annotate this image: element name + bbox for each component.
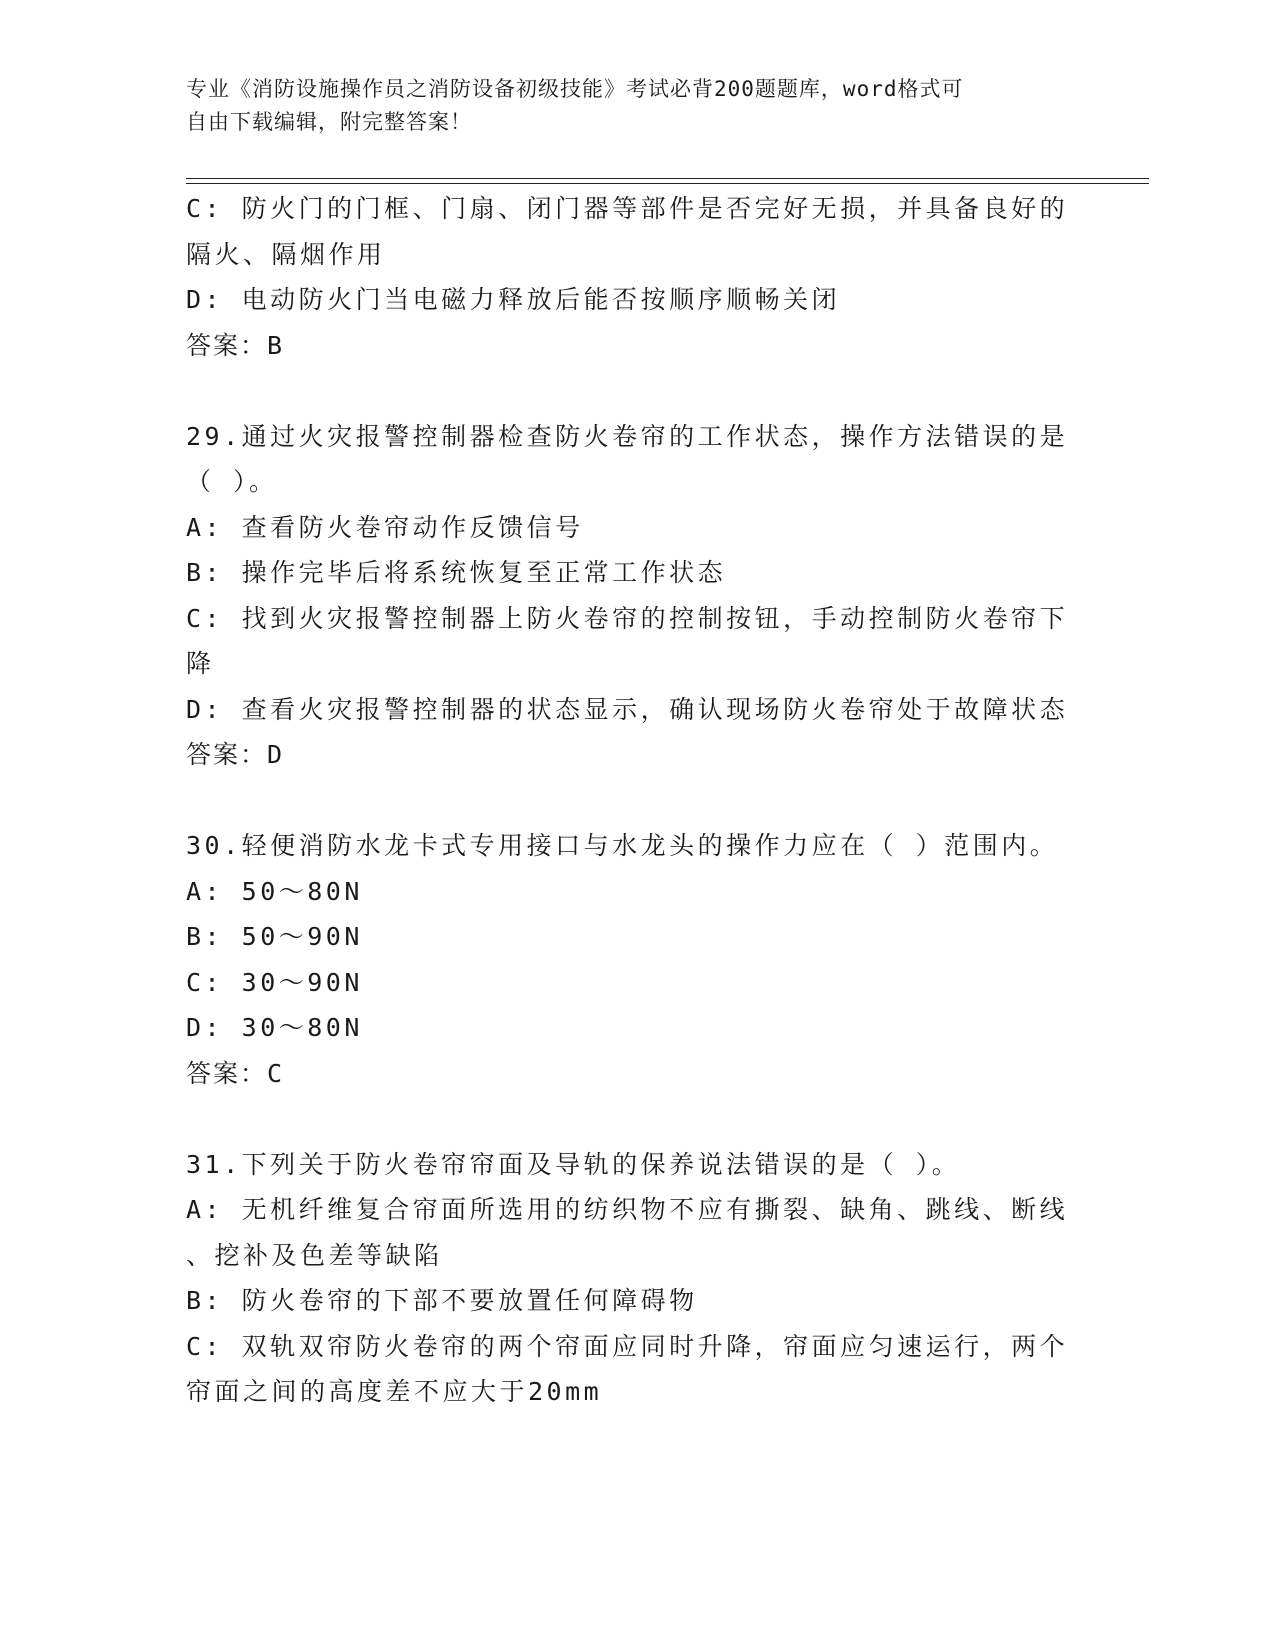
document-body	[186, 186, 1076, 1415]
option-line: 帘面之间的高度差不应大于20mm	[186, 1377, 603, 1406]
question-text: （ ）。	[186, 467, 278, 496]
option-line: C: 找到火灾报警控制器上防火卷帘的控制按钮，手动控制防火卷帘下	[186, 603, 1069, 633]
option-line: A: 无机纤维复合帘面所选用的纺织物不应有撕裂、缺角、跳线、断线	[186, 1195, 1069, 1224]
header-rule-top	[186, 178, 1149, 179]
question-block-28	[186, 186, 1076, 368]
header-rule-bottom	[186, 183, 1149, 184]
option-line: B: 操作完毕后将系统恢复至正常工作状态	[186, 558, 727, 587]
option-line: 降	[186, 649, 215, 678]
answer-line: 答案：D	[186, 740, 285, 769]
option-line: C: 双轨双帘防火卷帘的两个帘面应同时升降，帘面应匀速运行，两个	[186, 1331, 1069, 1361]
header-title-line-1: 专业《消防设施操作员之消防设备初级技能》考试必背200题题库，word格式可	[186, 77, 964, 101]
header-title-line-2: 自由下载编辑，附完整答案！	[186, 110, 472, 134]
question-text: 31.下列关于防火卷帘帘面及导轨的保养说法错误的是（ ）。	[186, 1149, 961, 1179]
option-line: D: 查看火灾报警控制器的状态显示，确认现场防火卷帘处于故障状态	[186, 694, 1069, 724]
spacer	[186, 368, 1076, 414]
question-block-30	[186, 823, 1076, 1096]
option-line: 、挖补及色差等缺陷	[186, 1240, 443, 1270]
option-line: A: 50～80N	[186, 876, 363, 906]
spacer	[186, 1096, 1076, 1142]
option-line: C: 防火门的门框、门扇、闭门器等部件是否完好无损，并具备良好的	[186, 194, 1069, 223]
document-header	[186, 73, 1066, 139]
option-line: 隔火、隔烟作用	[186, 239, 386, 269]
option-line: C: 30～90N	[186, 967, 363, 997]
option-line: B: 50～90N	[186, 922, 363, 951]
question-text: 29.通过火灾报警控制器检查防火卷帘的工作状态，操作方法错误的是	[186, 421, 1069, 451]
option-line: A: 查看防火卷帘动作反馈信号	[186, 512, 584, 542]
question-text: 30.轻便消防水龙卡式专用接口与水龙头的操作力应在（ ）范围内。	[186, 831, 1059, 860]
spacer	[186, 778, 1076, 824]
option-line: B: 防火卷帘的下部不要放置任何障碍物	[186, 1286, 698, 1315]
answer-line: 答案：B	[186, 330, 285, 360]
question-block-31	[186, 1142, 1076, 1415]
option-line: D: 30～80N	[186, 1013, 363, 1042]
answer-line: 答案：C	[186, 1058, 285, 1088]
option-line: D: 电动防火门当电磁力释放后能否按顺序顺畅关闭	[186, 285, 841, 314]
question-block-29	[186, 414, 1076, 778]
